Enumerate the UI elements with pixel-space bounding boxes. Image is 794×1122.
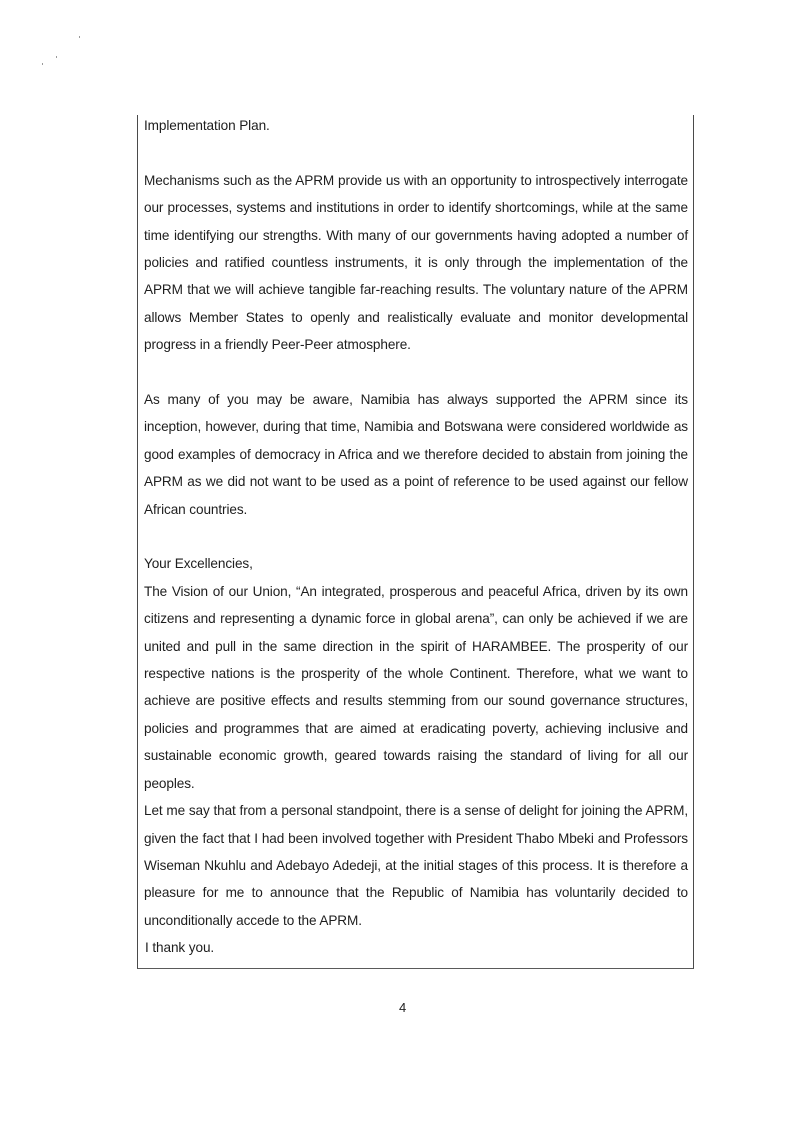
paragraph-namibia-support: As many of you may be aware, Namibia has always supported the APRM since its inception, however, during that time, Namibia and Botswana were considered worldwide as good examples of democracy in Africa and we therefore decided to abstain from joining the APRM as we did not want to be used as a point of reference to be used against our fellow African countries. [144,392,688,517]
paragraph-implementation-plan: Implementation Plan. [144,118,270,133]
salutation: Your Excellencies, [144,556,253,572]
scan-speck [56,56,57,58]
closing-thanks: I thank you. [145,940,215,956]
speech-text-body [144,112,688,962]
paragraph-union-vision: The Vision of our Union, “An integrated, prosperous and peaceful Africa, driven by its own citizens and representing a dynamic force in global arena”, can only be achieved if we are united and pull in the same direction in the spirit of HARAMBEE. The prosperity of our respective nations is the prosperity of the whole Continent. Therefore, what we want to achieve are positive effects and results stemming from our sound governance structures, policies and programmes that are aimed at eradicating poverty, achieving inclusive and sustainable economic growth, geared towards raising the standard of living for all our peoples. [144,583,688,791]
paragraph-personal-standpoint: Let me say that from a personal standpoint, there is a sense of delight for joining the APRM, given the fact that I had been involved together with President Thabo Mbeki and Professors Wiseman Nkuhlu and Adebayo Adedeji, at the initial stages of this process. It is therefore a pleasure for me to announce that the Republic of Namibia has voluntarily decided to unconditionally accede to the APRM. [144,803,688,928]
paragraph-mechanisms: Mechanisms such as the APRM provide us with an opportunity to introspectively interrogate our processes, systems and institutions in order to identify shortcomings, while at the same time identifying our strengths. With many of our governments having adopted a number of policies and ratified countless instruments, it is only through the implementation of the APRM that we will achieve tangible far-reaching results. The voluntary nature of the APRM allows Member States to openly and realistically evaluate and monitor developmental progress in a friendly Peer-Peer atmosphere. [144,172,688,353]
paragraph-spacer [144,523,688,550]
page-number: 4 [399,1000,407,1015]
scan-speck [79,36,80,38]
paragraph-spacer [144,359,688,386]
scan-speck [42,63,43,65]
paragraph-spacer [144,139,688,166]
